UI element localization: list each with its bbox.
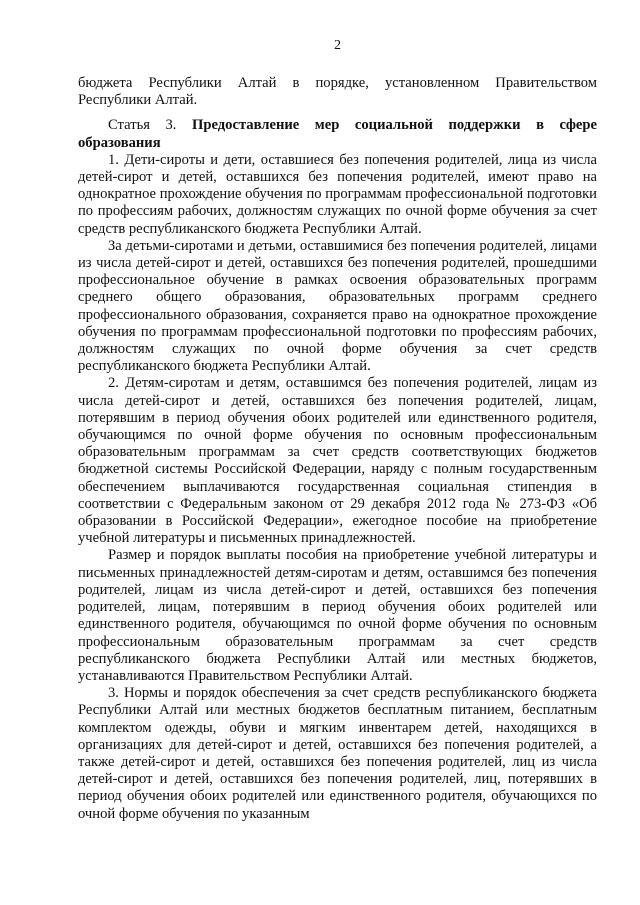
article-heading: [78, 117, 597, 151]
paragraph: Размер и порядок выплаты пособия на приобретение учебной литературы и письменных принадлежностей детям-сиротам и детям, оставшимся без попечения родителей, лицам из числа детей-сирот и детей, оставшихся без попечения родителей, лицам, потерявшим в период обучения обоих родителей или единственного родителя, обучающимся по очной форме обучения по основным профессиональным образовательным программам за счет средств республиканского бюджета Республики Алтай или местных бюджетов, устанавливаются Правительством Республики Алтай.: [78, 547, 597, 684]
paragraph: 2. Детям-сиротам и детям, оставшимся без попечения родителей, лицам из числа детей-сирот и детей, оставшихся без попечения родителей, лицам, потерявшим в период обучения обоих родителей или единственного родителя, обучающимся по очной форме обучения по основным профессиональным образовательным программам за счет средств соответствующих бюджетов бюджетной системы Российской Федерации, наряду с полным государственным обеспечением выплачиваются государственная социальная стипендия в соответствии с Федеральным законом от 29 декабря 2012 года № 273-ФЗ «Об образовании в Российской Федерации», ежегодное пособие на приобретение учебной литературы и письменных принадлежностей.: [78, 375, 597, 547]
article-label: Статья 3.: [108, 117, 177, 134]
paragraph: 3. Нормы и порядок обеспечения за счет средств республиканского бюджета Республики Алтай или местных бюджетов бесплатным питанием, бесплатным комплектом одежды, обуви и мягким инвентарем детей, находящихся в организациях для детей-сирот и детей, оставшихся без попечения родителей, а также детей-сирот и детей, оставшихся без попечения родителей, лиц из числа детей-сирот и детей, оставшихся без попечения родителей, лиц, потерявших в период обучения обоих родителей или единственного родителя, обучающихся по очной форме обучения по указанным: [78, 685, 597, 822]
document-body: [78, 75, 597, 823]
page-number: 2: [334, 38, 341, 53]
paragraph: За детьми-сиротами и детьми, оставшимися без попечения родителей, лицами из числа детей-сирот и детей, оставшихся без попечения родителей, прошедшими профессиональное обучение в рамках освоения образовательных программ среднего общего образования, образовательных программ среднего профессионального образования, сохраняется право на однократное прохождение обучения по программам профессиональной подготовки по профессиям рабочих, должностям служащих по очной форме обучения за счет средств республиканского бюджета Республики Алтай.: [78, 237, 597, 375]
paragraph-continuation: бюджета Республики Алтай в порядке, установленном Правительством Республики Алтай.: [78, 75, 597, 109]
paragraph: 1. Дети-сироты и дети, оставшиеся без попечения родителей, лица из числа детей-сирот и детей, оставшихся без попечения родителей, имеют право на однократное прохождение обучения по программам профессиональной подготовки по профессиям рабочих, должностям служащих по очной форме обучения за счет средств республиканского бюджета Республики Алтай.: [78, 151, 597, 237]
article-title: Предоставление мер социальной поддержки в сфере образования: [78, 117, 597, 151]
